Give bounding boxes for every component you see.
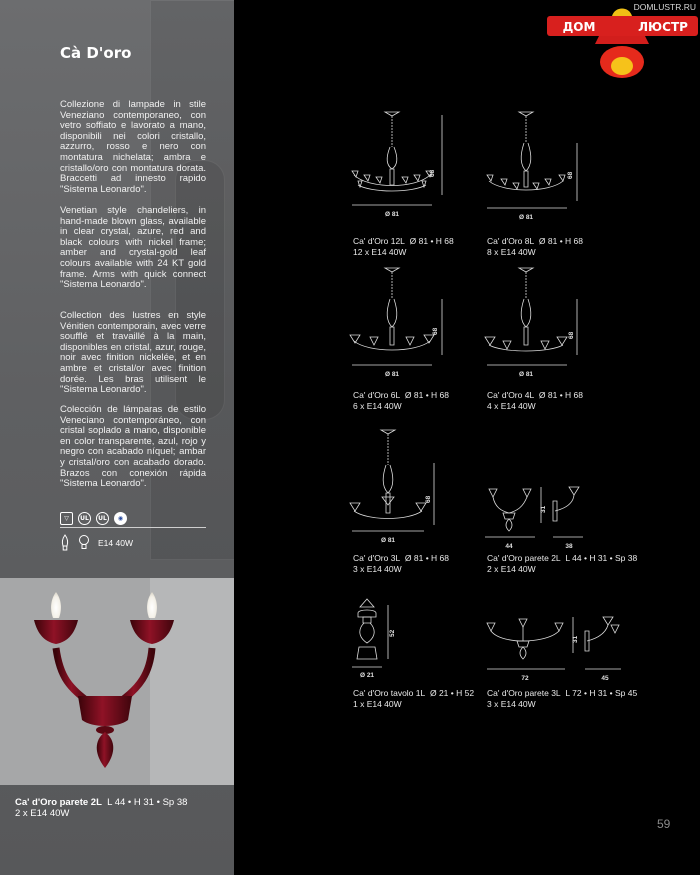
dim-width-8l: Ø 81 [518, 214, 534, 221]
description-italian: Collezione di lampade in stile Veneziano contemporaneo, con vetro soffiato e lavorato a mano, disponibili nei colori cristallo, azzurro, rosso e nero con montatura nichelata; ambra e cristallo/oro con montatura dorata. Braccetti ad innesto rapido "Sistema Leonardo". [60, 99, 206, 195]
dim-height-6l: 68 [432, 327, 439, 335]
bulb-spec-text: E14 40W [98, 538, 133, 548]
product-caption-tavolo-1l [353, 688, 474, 710]
product-name-parete-2l: Ca' d'Oro parete 2L [487, 553, 561, 563]
photo-caption [15, 797, 187, 819]
domlustr-logo[interactable] [545, 0, 700, 80]
product-bulbs-parete-3l: 3 x E14 40W [487, 699, 536, 709]
dim-width-6l: Ø 81 [384, 371, 400, 378]
product-name-parete-3l: Ca' d'Oro parete 3L [487, 688, 561, 698]
logo-left-word: ДОМ [562, 20, 596, 34]
photo-caption-dims: L 44 • H 31 • Sp 38 [107, 797, 188, 808]
product-caption-8l [487, 236, 583, 258]
product-caption-parete-3l [487, 688, 637, 710]
product-dims-parete-2l: L 44 • H 31 • Sp 38 [565, 553, 638, 563]
red-wall-lamp-image [0, 578, 234, 785]
triangle-cert-icon: ▽ [60, 512, 73, 525]
logo-url[interactable]: DOMLUSTR.RU [633, 2, 696, 12]
dim-width-4l: Ø 81 [518, 371, 534, 378]
product-bulbs-parete-2l: 2 x E14 40W [487, 564, 536, 574]
photo-caption-name: Ca' d'Oro parete 2L [15, 797, 102, 808]
logo-right-word: ЛЮСТР [638, 20, 688, 34]
product-name-3l: Ca' d'Oro 3L [353, 553, 401, 563]
drawing-4l [483, 265, 583, 385]
product-bulbs-12l: 12 x E14 40W [353, 247, 407, 257]
product-bulbs-8l: 8 x E14 40W [487, 247, 536, 257]
drawing-tavolo-1l [348, 597, 408, 682]
product-dims-6l: Ø 81 • H 68 [404, 390, 450, 400]
product-bulbs-tavolo-1l: 1 x E14 40W [353, 699, 402, 709]
ul-cert-icon: UL [78, 512, 91, 525]
ul-cert-icon: UL [96, 512, 109, 525]
lamp-logo-icon [545, 0, 700, 80]
product-name-6l: Ca' d'Oro 6L [353, 390, 401, 400]
dim-depth-parete-2l: 38 [565, 543, 573, 550]
product-bulbs-4l: 4 x E14 40W [487, 401, 536, 411]
product-name-8l: Ca' d'Oro 8L [487, 236, 535, 246]
dim-depth-parete-3l: 45 [601, 675, 609, 682]
dim-width-12l: Ø 81 [384, 211, 400, 218]
description-spanish: Colección de lámparas de estilo Veneciano contemporáneo, con cristal soplado a mano, disponible en color transparente, azul, rojo y negro con acabado níquel; ambar y cristal/oro con acabado dorado. Brazos con conexión rápida "Sistema Leonardo". [60, 404, 206, 490]
description-english: Venetian style chandeliers, in hand-made blown glass, available in clear crystal, azure, red and black colours with nickel frame; amber and crystal-gold leaf colours available with 24 KT gold frame. Arms with quick connect "Sistema Leonardo". [60, 205, 206, 291]
dim-width-3l: Ø 81 [380, 537, 396, 544]
dim-width-parete-3l: 72 [521, 675, 529, 682]
dim-height-3l: 68 [425, 495, 432, 503]
dim-width-parete-2l: 44 [505, 543, 513, 550]
dim-height-parete-2l: 31 [540, 505, 547, 513]
description-french: Collection des lustres en style Vénitien contemporain, avec verre soufflé et travaillé à la main, disponibles en cristal, azur, rouge, noir avec finition nickelée, et en ambre et cristal/or avec finition dorée. Les bras utilisent le "Sistema Leonardo". [60, 310, 206, 396]
product-dims-8l: Ø 81 • H 68 [538, 236, 584, 246]
product-dims-3l: Ø 81 • H 68 [404, 553, 450, 563]
bulb-spec [60, 533, 133, 553]
dim-height-tavolo-1l: 52 [389, 629, 396, 637]
candle-bulb-icon [60, 534, 70, 552]
dim-height-12l: 68 [429, 169, 436, 177]
page-number: 59 [657, 817, 671, 831]
photo-caption-bulbs: 2 x E14 40W [15, 808, 70, 819]
drawing-3l [348, 425, 448, 550]
product-dims-parete-3l: L 72 • H 31 • Sp 45 [565, 688, 638, 698]
product-bulbs-3l: 3 x E14 40W [353, 564, 402, 574]
dim-width-tavolo-1l: Ø 21 [359, 672, 375, 679]
product-name-4l: Ca' d'Oro 4L [487, 390, 535, 400]
product-name-tavolo-1l: Ca' d'Oro tavolo 1L [353, 688, 426, 698]
drawing-6l [348, 265, 448, 385]
quality-cert-icon: ◉ [114, 512, 127, 525]
product-caption-3l [353, 553, 449, 575]
product-caption-6l [353, 390, 449, 412]
collection-title: Cà D'oro [60, 44, 132, 62]
drawing-12l [348, 105, 448, 230]
product-name-12l: Ca' d'Oro 12L [353, 236, 405, 246]
dim-height-8l: 68 [567, 171, 574, 179]
certification-icons [60, 510, 206, 526]
round-bulb-icon [78, 534, 90, 552]
info-sidebar [0, 0, 234, 875]
product-dims-12l: Ø 81 • H 68 [409, 236, 454, 246]
drawing-parete-3l [483, 605, 633, 685]
product-dims-tavolo-1l: Ø 21 • H 52 [429, 688, 475, 698]
drawing-parete-2l [483, 475, 603, 550]
product-bulbs-6l: 6 x E14 40W [353, 401, 402, 411]
divider [60, 527, 206, 528]
product-caption-parete-2l [487, 553, 637, 575]
drawing-8l [483, 105, 583, 230]
product-dims-4l: Ø 81 • H 68 [538, 390, 584, 400]
product-photo [0, 578, 234, 785]
dim-height-parete-3l: 31 [572, 635, 579, 643]
dim-height-4l: 68 [568, 331, 575, 339]
product-caption-4l [487, 390, 583, 412]
product-caption-12l [353, 236, 454, 258]
